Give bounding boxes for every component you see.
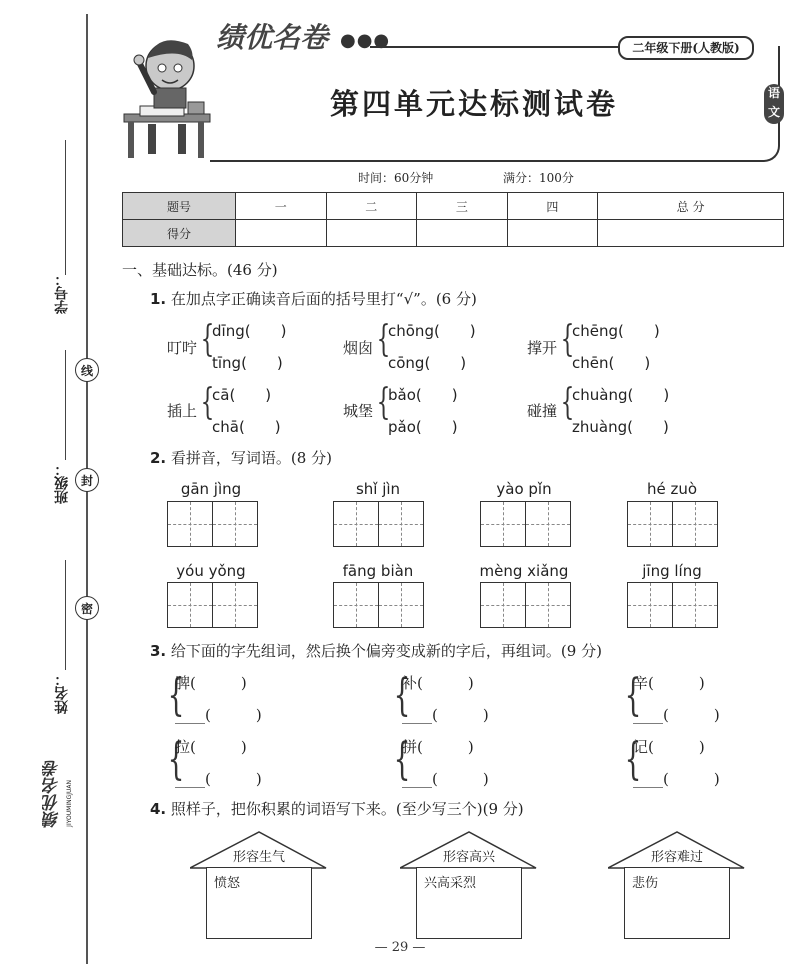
brace: { — [376, 319, 391, 360]
student-id-label: 学号： — [54, 272, 70, 314]
pinyin-option[interactable]: cā( ) — [212, 386, 272, 404]
grid-pinyin: yóu yǒng — [176, 562, 246, 580]
score-table-cell: 四 — [507, 193, 598, 220]
pinyin-option[interactable]: chēn( ) — [572, 354, 651, 372]
score-input-cell[interactable] — [417, 220, 508, 247]
pinyin-option[interactable]: zhuàng( ) — [572, 418, 669, 436]
class-label: 班级： — [54, 462, 70, 504]
brace: { — [200, 319, 215, 360]
question-number: 4. — [150, 800, 167, 818]
section-heading: 一、基础达标。(46 分) — [122, 261, 278, 279]
grid-pinyin: hé zuò — [646, 480, 698, 498]
question-1 — [150, 288, 477, 309]
house-label: 形容高兴 — [442, 850, 495, 865]
writing-grid[interactable] — [627, 582, 718, 628]
brand-pinyin: JIYOUMINGJUAN — [66, 780, 73, 827]
subject-char-1: 语 — [767, 86, 780, 100]
pinyin-choice-word: 城堡 — [343, 402, 374, 420]
pinyin-option[interactable]: cōng( ) — [388, 354, 467, 372]
class-line — [65, 350, 66, 460]
question-number: 2. — [150, 449, 167, 467]
question-number: 1. — [150, 290, 167, 308]
writing-grid[interactable] — [627, 501, 718, 547]
pinyin-option[interactable]: chuàng( ) — [572, 386, 670, 404]
writing-grid[interactable] — [333, 501, 424, 547]
question-3 — [150, 640, 602, 661]
brace: { — [560, 382, 575, 423]
compound-word-blank[interactable]: ____( ) — [633, 706, 720, 724]
writing-grid[interactable] — [480, 582, 571, 628]
name-line — [65, 560, 66, 670]
word-house[interactable] — [190, 830, 328, 938]
pinyin-choice-word: 叮咛 — [167, 339, 198, 357]
brace: { — [624, 734, 642, 785]
brace: { — [167, 670, 185, 721]
question-text: 在加点字正确读音后面的括号里打“√”。(6 分) — [170, 290, 477, 308]
pinyin-choice-word: 插上 — [167, 402, 198, 420]
brace: { — [167, 734, 185, 785]
writing-grid[interactable] — [167, 582, 258, 628]
pinyin-option[interactable]: dīng( ) — [212, 322, 287, 340]
page-number: — 29 — — [374, 940, 426, 955]
score-table-cell: 题号 — [123, 193, 236, 220]
seal-line-mark: 线 — [75, 358, 99, 382]
score-table-score-row — [123, 220, 784, 247]
brand-logo-small: 绩优名卷 — [43, 760, 63, 828]
score-input-cell[interactable] — [598, 220, 784, 247]
student-id-line — [65, 140, 66, 275]
full-score: 满分：100分 — [503, 171, 574, 185]
house-example: 兴高采烈 — [424, 876, 477, 891]
grid-pinyin: jīng líng — [642, 562, 702, 580]
house-label: 形容生气 — [232, 850, 285, 865]
house-example: 悲伤 — [632, 876, 659, 891]
seal-secret-mark: 密 — [75, 596, 99, 620]
compound-word-item[interactable]: 辛( ) — [633, 674, 705, 692]
page-title: 第四单元达标测试卷 — [330, 87, 619, 121]
question-4 — [150, 798, 524, 819]
compound-word-blank[interactable]: ____( ) — [175, 770, 262, 788]
subject-tag — [764, 84, 784, 124]
pinyin-option[interactable]: tīng( ) — [212, 354, 283, 372]
compound-word-item[interactable]: 拉( ) — [175, 738, 247, 756]
brace: { — [376, 382, 391, 423]
score-input-cell[interactable] — [326, 220, 417, 247]
brace: { — [393, 734, 411, 785]
question-number: 3. — [150, 642, 167, 660]
compound-word-item[interactable]: 补( ) — [402, 674, 474, 692]
question-text: 给下面的字先组词，然后换个偏旁变成新的字后，再组词。(9 分) — [170, 642, 602, 660]
header-top-rule — [370, 46, 620, 48]
compound-word-item[interactable]: 拼( ) — [402, 738, 474, 756]
score-input-cell[interactable] — [236, 220, 327, 247]
pinyin-option[interactable]: bǎo( ) — [388, 386, 458, 404]
word-house[interactable] — [400, 830, 538, 938]
compound-word-blank[interactable]: ____( ) — [633, 770, 720, 788]
brand-logo: 绩优名卷 — [216, 21, 329, 54]
score-table-cell: 一 — [236, 193, 327, 220]
compound-word-item[interactable]: 脾( ) — [175, 674, 247, 692]
brace: { — [393, 670, 411, 721]
house-example: 愤怒 — [214, 876, 241, 891]
question-2 — [150, 447, 332, 468]
score-table-cell: 得分 — [123, 220, 236, 247]
compound-word-blank[interactable]: ____( ) — [402, 770, 489, 788]
compound-word-blank[interactable]: ____( ) — [402, 706, 489, 724]
subject-char-2: 文 — [767, 105, 780, 119]
grid-pinyin: shǐ jìn — [355, 480, 401, 498]
brace: { — [200, 382, 215, 423]
grid-pinyin: mèng xiǎng — [479, 562, 569, 580]
score-table-cell: 二 — [326, 193, 417, 220]
brand-dots: ●●● — [340, 30, 391, 51]
grid-pinyin: yào pǐn — [496, 480, 552, 498]
question-text: 看拼音，写词语。(8 分) — [170, 449, 332, 467]
compound-word-item[interactable]: 记( ) — [633, 738, 705, 756]
score-table — [122, 192, 784, 247]
grid-pinyin: gān jìng — [180, 480, 242, 498]
name-label: 姓名： — [54, 672, 70, 714]
seal-seal-mark: 封 — [75, 468, 99, 492]
writing-grid[interactable] — [333, 582, 424, 628]
grade-tag: 二年级下册(人教版) — [618, 36, 754, 60]
house-label: 形容难过 — [650, 850, 703, 865]
brace: { — [624, 670, 642, 721]
pinyin-choice-word: 烟囱 — [343, 339, 374, 357]
brace: { — [560, 319, 575, 360]
pinyin-choice-word: 撑开 — [527, 339, 558, 357]
writing-grid[interactable] — [167, 501, 258, 547]
compound-word-blank[interactable]: ____( ) — [175, 706, 262, 724]
student-mascot-illustration — [118, 14, 218, 164]
score-table-cell: 总 分 — [598, 193, 784, 220]
score-table-header-row — [123, 193, 784, 220]
question-text: 照样子，把你积累的词语写下来。(至少写三个)(9 分) — [170, 800, 524, 818]
writing-grid[interactable] — [480, 501, 571, 547]
pinyin-option[interactable]: chōng( ) — [388, 322, 476, 340]
word-house[interactable] — [608, 830, 746, 938]
pinyin-option[interactable]: chā( ) — [212, 418, 281, 436]
pinyin-option[interactable]: chēng( ) — [572, 322, 660, 340]
score-input-cell[interactable] — [507, 220, 598, 247]
time-limit: 时间：60分钟 — [358, 171, 434, 185]
pinyin-choice-word: 碰撞 — [527, 402, 558, 420]
pinyin-option[interactable]: pǎo( ) — [388, 418, 458, 436]
grid-pinyin: fāng biàn — [342, 562, 414, 580]
score-table-cell: 三 — [417, 193, 508, 220]
